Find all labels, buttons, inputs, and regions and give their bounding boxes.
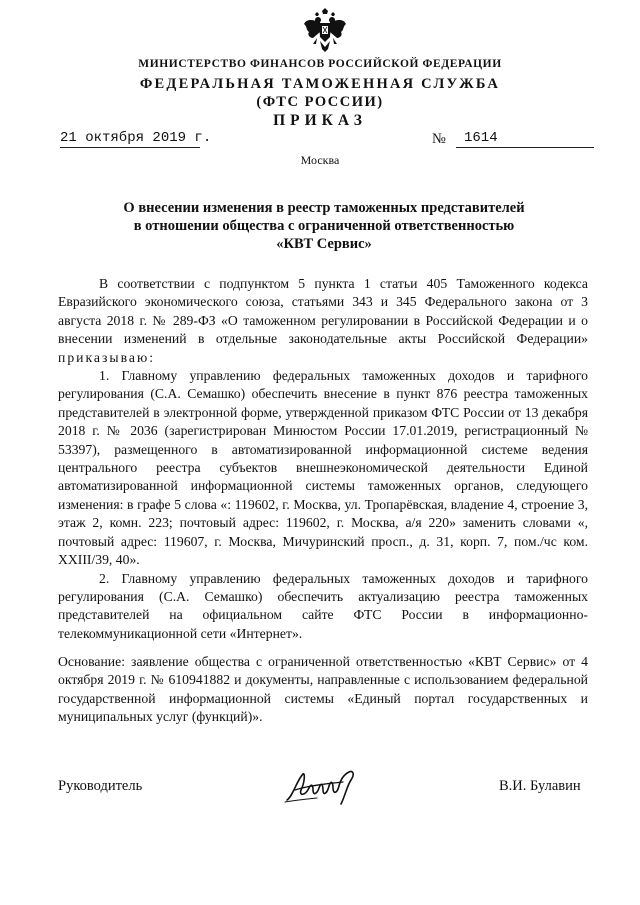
- number-label: №: [432, 131, 446, 147]
- item-2-paragraph: 2. Главному управлению федеральных таможенных доходов и тарифного регулирования (С.А. Семашко) обеспечить актуализацию реестра таможенных представителей на официальном сайте ФТС России в информационно-телекоммуникационной сети «Интернет».: [58, 570, 588, 641]
- document-body: [58, 275, 588, 643]
- document-type-heading: ПРИКАЗ: [273, 112, 367, 129]
- document-city: Москва: [300, 153, 340, 167]
- service-heading: ФЕДЕРАЛЬНАЯ ТАМОЖЕННАЯ СЛУЖБА: [139, 76, 501, 92]
- document-title: [95, 199, 553, 253]
- document-number: 1614: [456, 130, 594, 148]
- basis-block: [58, 653, 588, 727]
- coat-of-arms-emblem: [303, 8, 347, 54]
- handwritten-signature: [283, 766, 365, 808]
- document-date: 21 октября 2019 г.: [60, 130, 212, 146]
- command-word: приказываю:: [58, 349, 156, 365]
- ministry-heading: МИНИСТЕРСТВО ФИНАНСОВ РОССИЙСКОЙ ФЕДЕРАЦИИ: [138, 58, 502, 70]
- title-line-2: в отношении общества с ограниченной ответственностью: [133, 218, 515, 234]
- preamble-text: В соответствии с подпунктом 5 пункта 1 статьи 405 Таможенного кодекса Евразийского экономического союза, статьями 343 и 345 Федерального закона от 3 августа 2018 г. № 289-ФЗ «О таможенном регулировании в Российской Федерации и о внесении изменений в отдельные законодательные акты Российской Федерации»: [58, 276, 588, 347]
- signer-position: Руководитель: [58, 778, 143, 794]
- service-short-heading: (ФТС РОССИИ): [256, 94, 384, 110]
- basis-paragraph: Основание: заявление общества с ограниченной ответственностью «КВТ Сервис» от 4 октября 2019 г. № 610941882 и документы, направленные с использованием федеральной государственной информационной системы «Единый портал государственных и муниципальных услуг (функций)».: [58, 654, 588, 725]
- signer-name: В.И. Булавин: [499, 778, 581, 794]
- title-line-1: О внесении изменения в реестр таможенных представителей: [123, 200, 525, 216]
- preamble-paragraph: [58, 275, 588, 367]
- title-line-3: «КВТ Сервис»: [276, 236, 372, 252]
- item-1-paragraph: 1. Главному управлению федеральных таможенных доходов и тарифного регулирования (С.А. Семашко) обеспечить внесение в пункт 876 реестра таможенных представителей в электронной форме, утвержденной приказом ФТС России от 13 декабря 2018 г. № 2036 (зарегистрирован Минюстом России 17.01.2019, регистрационный № 53397), размещенного в автоматизированной информационной системе ведения центрального реестра субъектов внешнеэкономической деятельности Единой автоматизированной информационной системы таможенных органов, следующего изменения: в графе 5 слова «: 119602, г. Москва, ул. Тропарёвская, владение 4, строение 3, этаж 2, комн. 223; почтовый адрес: 119602, г. Москва, а/я 220» заменить словами «, почтовый адрес: 119607, г. Москва, Мичуринский просп., д. 31, корп. 7, пом./чс ком. XXIII/39, 40».: [58, 368, 588, 568]
